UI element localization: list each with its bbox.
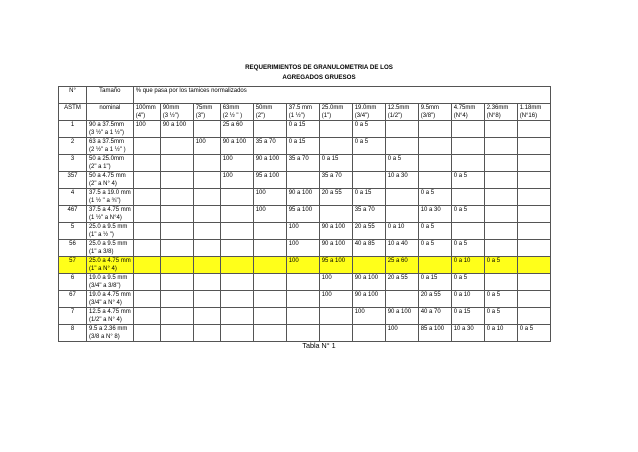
- percent-passing-cell: 0 a 5: [451, 206, 484, 223]
- percent-passing-cell: 25 a 60: [385, 257, 418, 274]
- percent-passing-cell: [517, 308, 550, 325]
- header-sieve: 75mm (3"): [193, 104, 220, 121]
- percent-passing-cell: [352, 257, 385, 274]
- table-row: [59, 240, 551, 257]
- nominal-size: 37.5 a 4.75 mm (1 ½" a N°4): [87, 206, 134, 223]
- percent-passing-cell: 100: [220, 155, 253, 172]
- percent-passing-cell: [160, 274, 193, 291]
- nominal-size: 37.5 a 19.0 mm (1 ½ " a ¾"): [87, 189, 134, 206]
- nominal-size: 50 a 25.0mm (2" a 1"): [87, 155, 134, 172]
- table-row: [59, 121, 551, 138]
- percent-passing-cell: 0 a 5: [418, 189, 451, 206]
- percent-passing-cell: [319, 206, 352, 223]
- astm-number: 2: [59, 138, 87, 155]
- percent-passing-cell: [193, 240, 220, 257]
- percent-passing-cell: 100: [286, 223, 319, 240]
- nominal-size: 25.0 a 9.5 mm (1" a ½ "): [87, 223, 134, 240]
- title-line-2: AGREGADOS GRUESOS: [282, 74, 356, 81]
- percent-passing-cell: [484, 274, 517, 291]
- percent-passing-cell: [517, 121, 550, 138]
- percent-passing-cell: [253, 325, 286, 342]
- header-nominal-size: Tamaño: [87, 87, 134, 104]
- granulometry-table: [58, 86, 551, 342]
- percent-passing-cell: 0 a 10: [385, 223, 418, 240]
- percent-passing-cell: 100: [352, 308, 385, 325]
- percent-passing-cell: [352, 155, 385, 172]
- table-row: [59, 172, 551, 189]
- percent-passing-cell: 0 a 5: [418, 223, 451, 240]
- percent-passing-cell: 100: [286, 257, 319, 274]
- title-line-1: REQUERIMIENTOS DE GRANULOMETRIA DE LOS: [245, 64, 393, 71]
- percent-passing-cell: [286, 172, 319, 189]
- percent-passing-cell: 90 a 100: [352, 291, 385, 308]
- nominal-size: 50 a 4.75 mm (2" a N° 4): [87, 172, 134, 189]
- header-astm-number: N°: [59, 87, 87, 104]
- percent-passing-cell: [220, 223, 253, 240]
- percent-passing-cell: 10 a 40: [385, 240, 418, 257]
- percent-passing-cell: [286, 308, 319, 325]
- percent-passing-cell: [253, 291, 286, 308]
- percent-passing-cell: [220, 257, 253, 274]
- percent-passing-cell: [484, 189, 517, 206]
- percent-passing-cell: [451, 138, 484, 155]
- percent-passing-cell: [517, 155, 550, 172]
- percent-passing-cell: [220, 325, 253, 342]
- percent-passing-cell: 10 a 30: [385, 172, 418, 189]
- percent-passing-cell: [517, 223, 550, 240]
- header-sieve: 90mm (3 ½"): [160, 104, 193, 121]
- percent-passing-cell: [193, 223, 220, 240]
- percent-passing-cell: [418, 155, 451, 172]
- header-sieve: 100mm (4"): [133, 104, 160, 121]
- percent-passing-cell: 95 a 100: [319, 257, 352, 274]
- percent-passing-cell: [253, 274, 286, 291]
- percent-passing-cell: [319, 121, 352, 138]
- header-sieve: 9.5mm (3/8"): [418, 104, 451, 121]
- header-sieve: 12.5mm (1/2"): [385, 104, 418, 121]
- astm-number: 467: [59, 206, 87, 223]
- percent-passing-cell: 0 a 10: [451, 257, 484, 274]
- percent-passing-cell: [133, 189, 160, 206]
- percent-passing-cell: [484, 172, 517, 189]
- nominal-size: 25.0 a 9.5 mm (1" a 3/8): [87, 240, 134, 257]
- table-row: [59, 206, 551, 223]
- percent-passing-cell: 0 a 5: [484, 308, 517, 325]
- astm-number: 3: [59, 155, 87, 172]
- nominal-size: 25.0 a 4.75 mm (1" a N° 4): [87, 257, 134, 274]
- table-row: [59, 189, 551, 206]
- percent-passing-cell: 100: [133, 121, 160, 138]
- percent-passing-cell: [220, 291, 253, 308]
- percent-passing-cell: [484, 240, 517, 257]
- percent-passing-cell: 25 a 60: [220, 121, 253, 138]
- percent-passing-cell: [484, 155, 517, 172]
- percent-passing-cell: [160, 155, 193, 172]
- percent-passing-cell: 0 a 5: [352, 138, 385, 155]
- percent-passing-cell: [220, 206, 253, 223]
- percent-passing-cell: [418, 172, 451, 189]
- percent-passing-cell: [220, 274, 253, 291]
- percent-passing-cell: 100: [319, 291, 352, 308]
- percent-passing-cell: [484, 138, 517, 155]
- percent-passing-cell: [160, 308, 193, 325]
- header-sieve: 4.75mm (N°4): [451, 104, 484, 121]
- percent-passing-cell: [160, 291, 193, 308]
- percent-passing-cell: 90 a 100: [220, 138, 253, 155]
- percent-passing-cell: [517, 240, 550, 257]
- percent-passing-cell: [286, 325, 319, 342]
- percent-passing-cell: 10 a 30: [451, 325, 484, 342]
- percent-passing-cell: [160, 206, 193, 223]
- percent-passing-cell: [253, 308, 286, 325]
- percent-passing-cell: 0 a 5: [352, 121, 385, 138]
- percent-passing-cell: [133, 274, 160, 291]
- table-row: [59, 308, 551, 325]
- percent-passing-cell: [253, 257, 286, 274]
- table-row: [59, 291, 551, 308]
- percent-passing-cell: 100: [286, 240, 319, 257]
- astm-number: 7: [59, 308, 87, 325]
- nominal-size: 19.0 a 9.5 mm (3/4" a 3/8"): [87, 274, 134, 291]
- percent-passing-cell: [133, 257, 160, 274]
- astm-number: 57: [59, 257, 87, 274]
- percent-passing-cell: [160, 257, 193, 274]
- percent-passing-cell: 0 a 5: [484, 291, 517, 308]
- percent-passing-cell: 0 a 10: [451, 291, 484, 308]
- percent-passing-cell: 0 a 15: [352, 189, 385, 206]
- percent-passing-cell: 10 a 30: [418, 206, 451, 223]
- percent-passing-cell: 100: [220, 172, 253, 189]
- percent-passing-cell: 100: [193, 138, 220, 155]
- percent-passing-cell: [451, 189, 484, 206]
- astm-number: 357: [59, 172, 87, 189]
- percent-passing-cell: [286, 274, 319, 291]
- percent-passing-cell: [517, 206, 550, 223]
- percent-passing-cell: [484, 206, 517, 223]
- percent-passing-cell: [220, 189, 253, 206]
- percent-passing-cell: 90 a 100: [385, 308, 418, 325]
- astm-number: 4: [59, 189, 87, 206]
- percent-passing-cell: 20 a 55: [319, 189, 352, 206]
- percent-passing-cell: [193, 121, 220, 138]
- percent-passing-cell: [385, 206, 418, 223]
- percent-passing-cell: [133, 291, 160, 308]
- table-row: [59, 138, 551, 155]
- astm-number: 1: [59, 121, 87, 138]
- percent-passing-cell: [418, 121, 451, 138]
- percent-passing-cell: 90 a 100: [160, 121, 193, 138]
- percent-passing-cell: [385, 291, 418, 308]
- percent-passing-cell: [319, 308, 352, 325]
- percent-passing-cell: [193, 308, 220, 325]
- percent-passing-cell: 90 a 100: [253, 155, 286, 172]
- percent-passing-cell: 0 a 5: [451, 240, 484, 257]
- nominal-size: 19.0 a 4.75 mm (3/4" a N° 4): [87, 291, 134, 308]
- percent-passing-cell: [517, 274, 550, 291]
- percent-passing-cell: 0 a 5: [517, 325, 550, 342]
- percent-passing-cell: 0 a 5: [484, 257, 517, 274]
- percent-passing-cell: [133, 325, 160, 342]
- percent-passing-cell: [385, 138, 418, 155]
- percent-passing-cell: [319, 325, 352, 342]
- percent-passing-cell: [253, 240, 286, 257]
- percent-passing-cell: 0 a 15: [286, 121, 319, 138]
- nominal-size: 12.5 a 4.75 mm (1/2" a N° 4): [87, 308, 134, 325]
- percent-passing-cell: [352, 172, 385, 189]
- astm-number: 67: [59, 291, 87, 308]
- percent-passing-cell: [517, 257, 550, 274]
- astm-number: 8: [59, 325, 87, 342]
- percent-passing-cell: [193, 291, 220, 308]
- percent-passing-cell: [160, 138, 193, 155]
- percent-passing-cell: [484, 223, 517, 240]
- percent-passing-cell: [160, 325, 193, 342]
- percent-passing-cell: [385, 189, 418, 206]
- percent-passing-cell: [286, 291, 319, 308]
- percent-passing-cell: 0 a 15: [418, 274, 451, 291]
- percent-passing-cell: [160, 172, 193, 189]
- percent-passing-cell: [193, 325, 220, 342]
- percent-passing-cell: 100: [253, 189, 286, 206]
- percent-passing-cell: 85 a 100: [418, 325, 451, 342]
- percent-passing-cell: [133, 308, 160, 325]
- percent-passing-cell: [133, 240, 160, 257]
- table-row: [59, 325, 551, 342]
- percent-passing-cell: [193, 206, 220, 223]
- percent-passing-cell: [418, 138, 451, 155]
- percent-passing-cell: 0 a 5: [451, 274, 484, 291]
- nominal-size: 9.5 a 2.36 mm (3/8 a N° 8): [87, 325, 134, 342]
- astm-number: 6: [59, 274, 87, 291]
- percent-passing-cell: 20 a 55: [352, 223, 385, 240]
- percent-passing-cell: [451, 223, 484, 240]
- percent-passing-cell: 100: [385, 325, 418, 342]
- percent-passing-cell: [451, 121, 484, 138]
- percent-passing-cell: [253, 121, 286, 138]
- header-sieve: 1.18mm (N°16): [517, 104, 550, 121]
- percent-passing-cell: [133, 138, 160, 155]
- table-row: [59, 257, 551, 274]
- percent-passing-cell: 0 a 15: [286, 138, 319, 155]
- percent-passing-cell: [193, 257, 220, 274]
- percent-passing-cell: [352, 325, 385, 342]
- header-sieve: 19.0mm (3/4"): [352, 104, 385, 121]
- percent-passing-cell: [517, 291, 550, 308]
- header-astm-number-2: ASTM: [59, 104, 87, 121]
- percent-passing-cell: [133, 172, 160, 189]
- table-row: [59, 155, 551, 172]
- nominal-size: 90 a 37.5mm (3 ½" a 1 ½"): [87, 121, 134, 138]
- percent-passing-cell: 90 a 100: [286, 189, 319, 206]
- percent-passing-cell: [220, 308, 253, 325]
- percent-passing-cell: 0 a 15: [451, 308, 484, 325]
- percent-passing-cell: [193, 172, 220, 189]
- percent-passing-cell: 40 a 70: [418, 308, 451, 325]
- percent-passing-cell: [385, 121, 418, 138]
- percent-passing-cell: [418, 257, 451, 274]
- percent-passing-cell: [220, 240, 253, 257]
- percent-passing-cell: 0 a 10: [484, 325, 517, 342]
- percent-passing-cell: 95 a 100: [253, 172, 286, 189]
- percent-passing-cell: 90 a 100: [352, 274, 385, 291]
- percent-passing-cell: [193, 189, 220, 206]
- table-row: [59, 223, 551, 240]
- percent-passing-cell: [133, 223, 160, 240]
- table-caption: Tabla N° 1: [302, 341, 336, 350]
- percent-passing-cell: 0 a 5: [385, 155, 418, 172]
- percent-passing-cell: [484, 121, 517, 138]
- header-sieve: 63mm (2 ½ " ): [220, 104, 253, 121]
- nominal-size: 63 a 37.5mm (2 ½" a 1 ½" ): [87, 138, 134, 155]
- percent-passing-cell: [160, 240, 193, 257]
- percent-passing-cell: 100: [253, 206, 286, 223]
- table-row: [59, 274, 551, 291]
- percent-passing-cell: 100: [319, 274, 352, 291]
- percent-passing-cell: 35 a 70: [253, 138, 286, 155]
- header-sieve: 50mm (2"): [253, 104, 286, 121]
- percent-passing-cell: [133, 206, 160, 223]
- header-sieve: 37.5 mm (1 ½"): [286, 104, 319, 121]
- percent-passing-cell: [517, 189, 550, 206]
- percent-passing-cell: 90 a 100: [319, 223, 352, 240]
- percent-passing-cell: 20 a 55: [385, 274, 418, 291]
- document-title: [0, 63, 638, 83]
- astm-number: 5: [59, 223, 87, 240]
- percent-passing-cell: 95 a 100: [286, 206, 319, 223]
- header-nominal-size-2: nominal: [87, 104, 134, 121]
- percent-passing-cell: 0 a 5: [418, 240, 451, 257]
- percent-passing-cell: [160, 189, 193, 206]
- astm-number: 56: [59, 240, 87, 257]
- percent-passing-cell: 40 a 85: [352, 240, 385, 257]
- header-percent-passing: % que pasa por los tamices normalizados: [133, 87, 550, 104]
- percent-passing-cell: 35 a 70: [352, 206, 385, 223]
- percent-passing-cell: 0 a 5: [451, 172, 484, 189]
- header-sieve: 2.36mm (N°8): [484, 104, 517, 121]
- percent-passing-cell: [517, 172, 550, 189]
- percent-passing-cell: 90 a 100: [319, 240, 352, 257]
- percent-passing-cell: [517, 138, 550, 155]
- percent-passing-cell: 20 a 55: [418, 291, 451, 308]
- percent-passing-cell: [253, 223, 286, 240]
- percent-passing-cell: 35 a 70: [319, 172, 352, 189]
- percent-passing-cell: 0 a 15: [319, 155, 352, 172]
- percent-passing-cell: [319, 138, 352, 155]
- percent-passing-cell: [451, 155, 484, 172]
- percent-passing-cell: [160, 223, 193, 240]
- percent-passing-cell: [193, 155, 220, 172]
- header-sieve: 25.0mm (1"): [319, 104, 352, 121]
- percent-passing-cell: [193, 274, 220, 291]
- percent-passing-cell: [133, 155, 160, 172]
- percent-passing-cell: 35 a 70: [286, 155, 319, 172]
